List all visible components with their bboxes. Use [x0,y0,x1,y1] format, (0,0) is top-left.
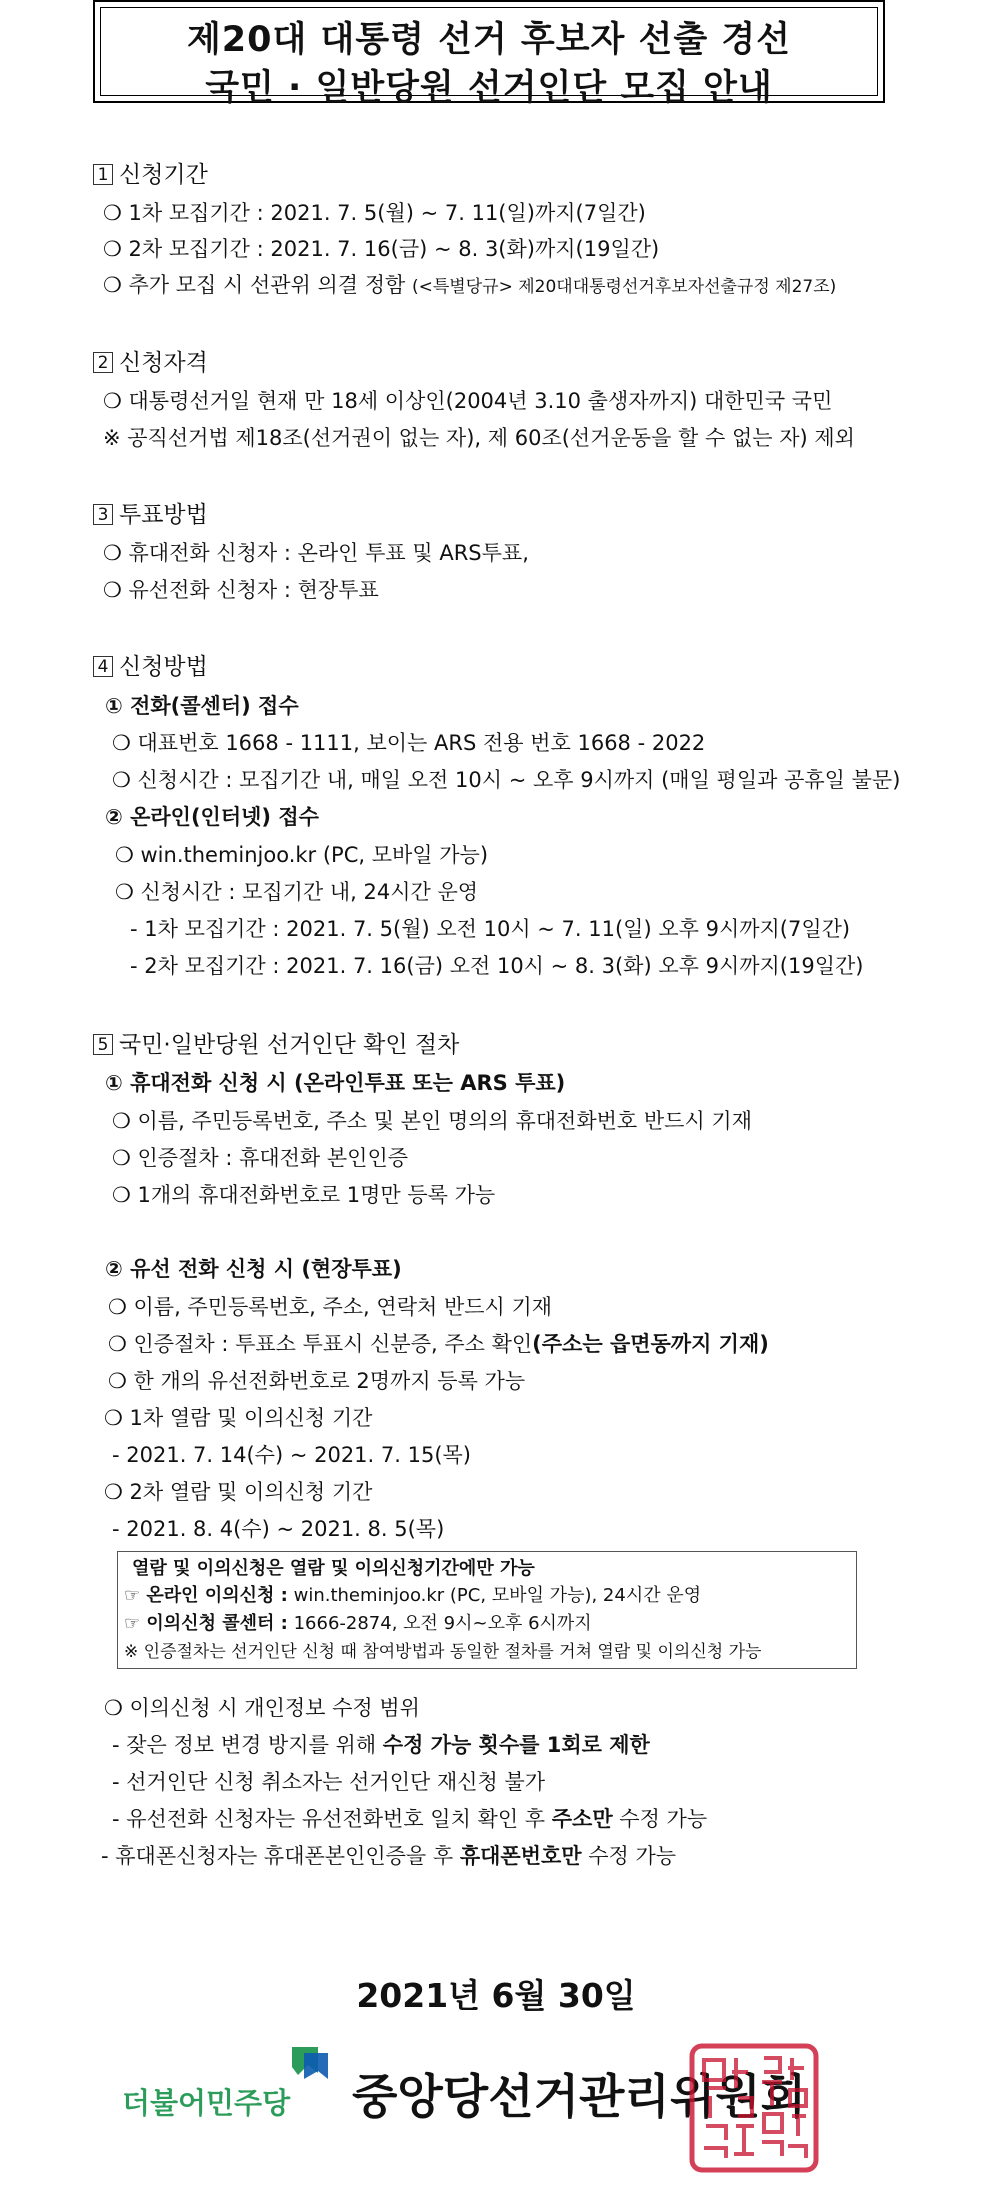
edit-line-3-tail: 수정 가능 [612,1807,708,1831]
s4-sub1-item-2: ❍ 신청시간 : 모집기간 내, 매일 오전 10시 ~ 오후 9시까지 (매일 평일과 공휴일 불문) [112,768,901,792]
s2-item-1: ❍ 대통령선거일 현재 만 18세 이상인(2004년 3.10 출생자까지) 대한민국 국민 [103,389,833,413]
s5-sub2-item-2-bold: (주소는 읍면동까지 기재) [532,1332,769,1356]
notice-call-value: 1666-2874, 오전 9시~오후 6시까지 [293,1613,592,1634]
edit-line-2: - 선거인단 신청 취소자는 선거인단 재신청 불가 [112,1770,546,1794]
section-2-heading [93,350,208,376]
section-number-4: 4 [93,656,113,677]
party-logo [122,2045,332,2125]
notice-online-label: ☞ 온라인 이의신청 : [124,1585,288,1606]
s1-item-3 [103,272,836,300]
s2-item-2: ※ 공직선거법 제18조(선거권이 없는 자), 제 60조(선거운동을 할 수 없는 자) 제외 [103,426,855,450]
edit-line-3-text: - 유선전화 신청자는 유선전화번호 일치 확인 후 [112,1807,552,1831]
s5-sub1-item-1: ❍ 이름, 주민등록번호, 주소 및 본인 명의의 휴대전화번호 반드시 기재 [112,1109,752,1133]
title-box [93,0,885,108]
s4-sub1-item-1: ❍ 대표번호 1668 - 1111, 보이는 ARS 전용 번호 1668 - 2022 [112,731,706,755]
section-1-title: 신청기간 [119,162,208,188]
s5-sub2-item-6: ❍ 2차 열람 및 이의신청 기간 [104,1480,373,1504]
official-seal [688,2042,820,2174]
notice-online [124,1583,701,1609]
s1-item-3-text: ❍ 추가 모집 시 선관위 의결 정함 [103,273,406,297]
edit-line-4-tail: 수정 가능 [581,1844,677,1868]
section-5-heading [93,1032,459,1058]
notice-box [117,1551,857,1669]
s5-sub1-item-3: ❍ 1개의 휴대전화번호로 1명만 등록 가능 [112,1183,496,1207]
logo-text: 더불어민주당 [122,2088,291,2120]
section-number-1: 1 [93,164,113,185]
edit-line-3-bold: 주소만 [551,1807,613,1831]
s4-sub2-heading: ② 온라인(인터넷) 접수 [105,805,319,829]
edit-line-4-bold: 휴대폰번호만 [459,1844,582,1868]
notice-note: ※ 인증절차는 선거인단 신청 때 참여방법과 동일한 절차를 거쳐 열람 및 이의신청 가능 [124,1642,762,1662]
section-number-5: 5 [93,1034,113,1055]
s5-sub2-item-7: - 2021. 8. 4(수) ~ 2021. 8. 5(목) [112,1517,445,1541]
section-5-title: 국민·일반당원 선거인단 확인 절차 [119,1032,460,1058]
section-number-2: 2 [93,352,113,373]
s5-sub2-item-2 [108,1331,769,1357]
section-1-heading [93,162,208,188]
logo-flag-blue [304,2053,328,2079]
s4-sub2-item-3: - 1차 모집기간 : 2021. 7. 5(월) 오전 10시 ~ 7. 11(일) 오후 9시까지(7일간) [130,917,851,941]
edit-line-4-text: - 휴대폰신청자는 휴대폰본인인증을 후 [101,1844,460,1868]
s5-sub2-item-4: ❍ 1차 열람 및 이의신청 기간 [104,1406,373,1430]
section-3-title: 투표방법 [119,502,208,528]
s5-sub2-item-3: ❍ 한 개의 유선전화번호로 2명까지 등록 가능 [108,1369,526,1393]
title-line-1: 제20대 대통령 선거 후보자 선출 경선 [187,20,791,60]
section-4-title: 신청방법 [119,654,208,680]
edit-line-1 [112,1732,650,1758]
s1-item-3-note: (<특별당규> 제20대대통령선거후보자선출규정 제27조) [412,277,837,297]
title-inner-border [100,7,878,108]
s4-sub2-item-4: - 2차 모집기간 : 2021. 7. 16(금) 오전 10시 ~ 8. 3(화) 오후 9시까지(19일간) [130,954,864,978]
s5-sub1-heading: ① 휴대전화 신청 시 (온라인투표 또는 ARS 투표) [105,1071,566,1095]
s3-item-2: ❍ 유선전화 신청자 : 현장투표 [103,578,379,602]
s1-item-1: ❍ 1차 모집기간 : 2021. 7. 5(월) ~ 7. 11(일)까지(7일간) [103,201,646,225]
edit-line-1-bold: 수정 가능 횟수를 1회로 제한 [382,1733,650,1757]
notice-online-value: win.theminjoo.kr (PC, 모바일 가능), 24시간 운영 [293,1585,702,1606]
s5-sub2-item-2-text: ❍ 인증절차 : 투표소 투표시 신분증, 주소 확인 [108,1332,533,1356]
title-line-2: 국민 · 일반당원 선거인단 모집 안내 [205,68,773,108]
notice-title: 열람 및 이의신청은 열람 및 이의신청기간에만 가능 [132,1558,535,1579]
notice-call-label: ☞ 이의신청 콜센터 : [124,1613,288,1634]
s3-item-1: ❍ 휴대전화 신청자 : 온라인 투표 및 ARS투표, [103,541,529,565]
issue-date: 2021년 6월 30일 [356,1976,636,2015]
edit-heading: ❍ 이의신청 시 개인정보 수정 범위 [104,1696,420,1720]
section-number-3: 3 [93,504,113,525]
s5-sub2-item-1: ❍ 이름, 주민등록번호, 주소, 연락처 반드시 기재 [108,1295,553,1319]
notice-call [124,1611,592,1637]
s4-sub2-item-1: ❍ win.theminjoo.kr (PC, 모바일 가능) [115,843,489,867]
section-4-heading [93,654,208,680]
s4-sub1-heading: ① 전화(콜센터) 접수 [105,694,299,718]
s4-sub2-item-2: ❍ 신청시간 : 모집기간 내, 24시간 운영 [115,880,479,904]
edit-line-4 [101,1843,676,1869]
organization-name: 중앙당선거관리위원회 [352,2070,807,2125]
s5-sub2-heading: ② 유선 전화 신청 시 (현장투표) [105,1257,402,1281]
edit-line-1-text: - 잦은 정보 변경 방지를 위해 [112,1733,383,1757]
edit-line-3 [112,1806,707,1832]
s5-sub1-item-2: ❍ 인증절차 : 휴대전화 본인인증 [112,1146,409,1170]
section-3-heading [93,502,208,528]
s1-item-2: ❍ 2차 모집기간 : 2021. 7. 16(금) ~ 8. 3(화)까지(19일간) [103,237,660,261]
section-2-title: 신청자격 [119,350,208,376]
s5-sub2-item-5: - 2021. 7. 14(수) ~ 2021. 7. 15(목) [112,1443,471,1467]
